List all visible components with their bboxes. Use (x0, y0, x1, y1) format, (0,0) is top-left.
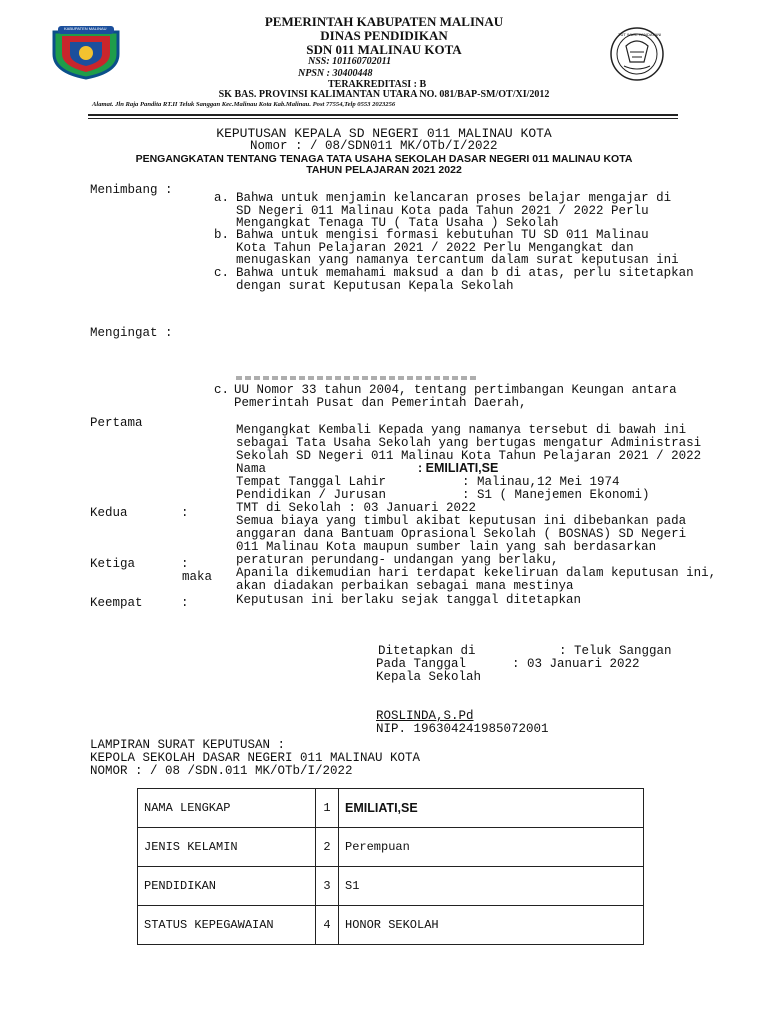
kedua-line: anggaran dana Bantuam Oprasional Sekolah ( BOSNAS) SD Negeri (236, 527, 687, 541)
field-value-pendidikan: : S1 ( Manejemen Ekonomi) (462, 488, 650, 502)
lampiran-table (137, 788, 644, 945)
row-number: 3 (316, 867, 339, 906)
logo-left-text: KABUPATEN MALINAU (64, 26, 107, 31)
item-line: menugaskan yang namanya tercantum dalam surat keputusan ini (236, 253, 679, 267)
field-label-nama: Nama (236, 462, 267, 476)
lampiran-line3: NOMOR : / 08 /SDN.011 MK/OTb/I/2022 (90, 764, 353, 778)
clipped-text-fragment (236, 376, 476, 380)
item-marker: b. (214, 228, 230, 242)
keempat-text: Keputusan ini berlaku sejak tanggal ditetapkan (236, 593, 582, 607)
pertama-label: Pertama (90, 416, 143, 430)
header-gov: PEMERINTAH KABUPATEN MALINAU (264, 14, 504, 29)
pertama-line: sebagai Tata Usaha Sekolah yang bertugas mengatur Administrasi (236, 436, 702, 450)
logo-right-text: TUT WURI HANDAYANI (618, 32, 662, 37)
title-line4: TAHUN PELAJARAN 2021 2022 (306, 164, 462, 176)
row-number: 1 (316, 789, 339, 828)
keempat-colon: : (181, 596, 189, 610)
signer-nip: NIP. 196304241985072001 (376, 722, 549, 736)
header-divider (88, 114, 678, 116)
title-nomor: Nomor : / 08/SDN011 MK/OTb/I/2022 (250, 139, 498, 153)
item-line: Mengangkat Tenaga TU ( Tata Usaha ) Sekolah (236, 216, 559, 230)
tanggal-value: : 03 Januari 2022 (512, 657, 640, 671)
row-value: Perempuan (339, 828, 644, 867)
lampiran-line1: LAMPIRAN SURAT KEPUTUSAN : (90, 738, 286, 752)
row-label: NAMA LENGKAP (138, 789, 316, 828)
field-value-nama: : EMILIATI,SE (418, 461, 499, 475)
table-row (138, 867, 644, 906)
field-value-ttl: : Malinau,12 Mei 1974 (462, 475, 620, 489)
keempat-label: Keempat (90, 596, 143, 610)
row-label: JENIS KELAMIN (138, 828, 316, 867)
item-line: Bahwa untuk memahami maksud a dan b di atas, perlu sitetapkan (236, 266, 694, 280)
lampiran-line2: KEPOLA SEKOLAH DASAR NEGERI 011 MALINAU KOTA (90, 751, 421, 765)
item-marker: c. (214, 383, 230, 397)
tanggal-label: Pada Tanggal (376, 657, 467, 671)
ketiga-line: akan diadakan perbaikan sebagai mana mestinya (236, 579, 574, 593)
jabatan: Kepala Sekolah (376, 670, 482, 684)
header-npsn: NPSN : 30400448 (298, 68, 373, 79)
header-divider-thin (88, 118, 678, 119)
kedua-colon: : (181, 506, 189, 520)
row-value: EMILIATI,SE (339, 789, 644, 828)
table-row (138, 828, 644, 867)
kedua-line: 011 Malinau Kota maupun sumber lain yang sah berdasarkan (236, 540, 657, 554)
row-value: HONOR SEKOLAH (339, 906, 644, 945)
item-line: Bahwa untuk menjamin kelancaran proses belajar mengajar di (236, 191, 672, 205)
ditetapkan-label: Ditetapkan di (378, 644, 476, 658)
item-line: UU Nomor 33 tahun 2004, tentang pertimbangan Keungan antara (234, 383, 677, 397)
item-line: Kota Tahun Pelajaran 2021 / 2022 Perlu Mengangkat dan (236, 241, 634, 255)
signer-name: ROSLINDA,S.Pd (376, 709, 474, 723)
header-nss: NSS: 101160702011 (308, 56, 392, 67)
item-marker: c. (214, 266, 230, 280)
row-label: STATUS KEPEGAWAIAN (138, 906, 316, 945)
ketiga-maka: maka (182, 570, 213, 584)
row-value: S1 (339, 867, 644, 906)
table-row (138, 906, 644, 945)
header-dept: DINAS PENDIDIKAN (320, 28, 448, 43)
item-line: Bahwa untuk mengisi formasi kebutuhan TU SD 011 Malinau (236, 228, 649, 242)
ketiga-colon: : (181, 557, 189, 571)
ditetapkan-value: : Teluk Sanggan (559, 644, 672, 658)
item-line: SD Negeri 011 Malinau Kota pada Tahun 2021 / 2022 Perlu (236, 204, 649, 218)
row-label: PENDIDIKAN (138, 867, 316, 906)
table-row (138, 789, 644, 828)
title-line1: KEPUTUSAN KEPALA SD NEGERI 011 MALINAU KOTA (216, 126, 552, 141)
item-marker: a. (214, 191, 230, 205)
item-line: Pemerintah Pusat dan Pemerintah Daerah, (234, 396, 527, 410)
item-line: dengan surat Keputusan Kepala Sekolah (236, 279, 514, 293)
ketiga-line: Apanila dikemudian hari terdapat kekeliruan dalam keputusan ini, (236, 566, 717, 580)
kedua-line: peraturan perundang- undangan yang berlaku, (236, 553, 559, 567)
header-school: SDN 011 MALINAU KOTA (306, 42, 462, 57)
kedua-label: Kedua (90, 506, 128, 520)
header-alamat: Alamat. Jln Raja Pandita RT.II Teluk Sanggan Kec.Malinau Kota Kab.Malinau. Post 77554,Telp 0553 2023256 (92, 101, 396, 108)
row-number: 4 (316, 906, 339, 945)
ketiga-label: Ketiga (90, 557, 136, 571)
mengingat-label: Mengingat : (90, 326, 173, 340)
field-label-ttl: Tempat Tanggal Lahir (236, 475, 387, 489)
kedua-line: Semua biaya yang timbul akibat keputusan ini dibebankan pada (236, 514, 687, 528)
row-number: 2 (316, 828, 339, 867)
pertama-line: Sekolah SD Negeri 011 Malinau Kota Tahun Pelajaran 2021 / 2022 (236, 449, 702, 463)
pertama-line: Mengangkat Kembali Kepada yang namanya tersebut di bawah ini (236, 423, 687, 437)
field-label-pendidikan: Pendidikan / Jurusan (236, 488, 387, 502)
field-tmt: TMT di Sekolah : 03 Januari 2022 (236, 501, 477, 515)
header-sk: SK BAS. PROVINSI KALIMANTAN UTARA NO. 081/BAP-SM/OT/XI/2012 (218, 89, 550, 100)
title-line3: PENGANGKATAN TENTANG TENAGA TATA USAHA SEKOLAH DASAR NEGERI 011 MALINAU KOTA (135, 153, 633, 165)
header-akreditasi: TERAKREDITASI : B (328, 79, 427, 90)
menimbang-label: Menimbang : (90, 183, 173, 197)
